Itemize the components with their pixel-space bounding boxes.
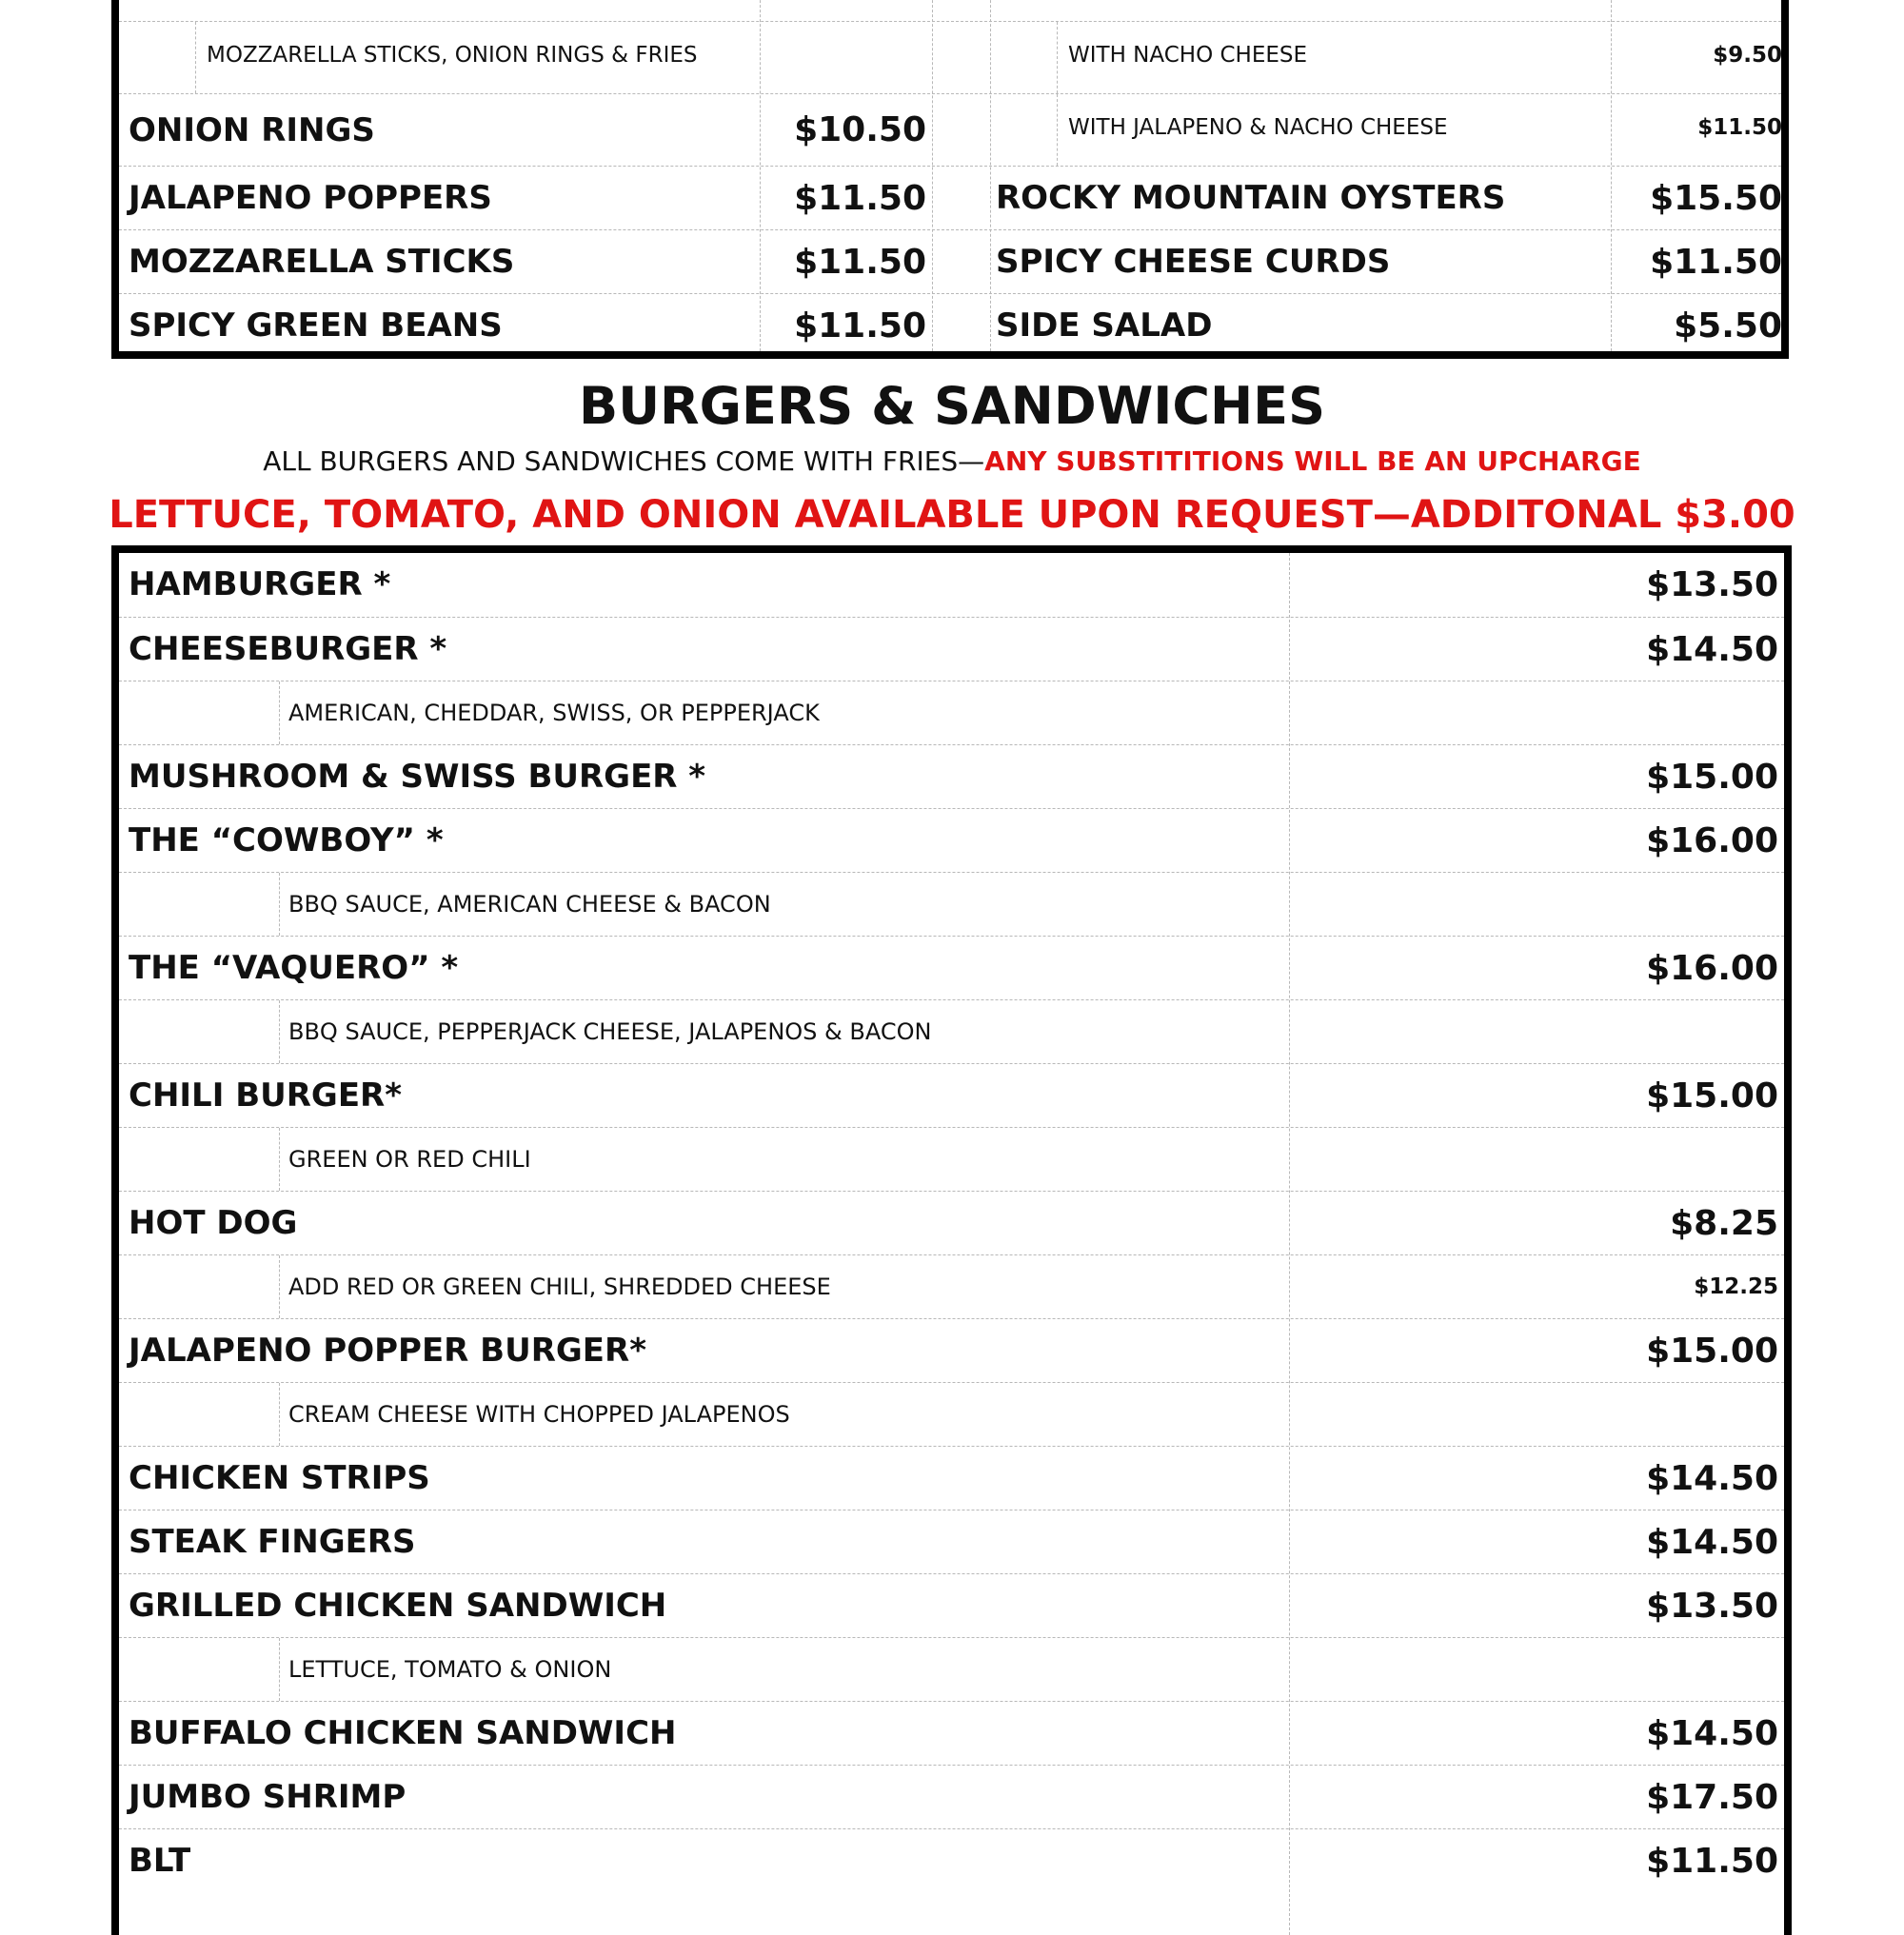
- item-price: $17.50: [1646, 1778, 1778, 1817]
- row-indent-divider: [195, 22, 196, 93]
- item-price: $16.00: [1646, 949, 1778, 988]
- item-description: GREEN OR RED CHILI: [288, 1146, 531, 1173]
- item-name: CHEESEBURGER *: [129, 630, 447, 668]
- section-note-warning: ANY SUBSTITITIONS WILL BE AN UPCHARGE: [984, 445, 1641, 477]
- item-description-row: [119, 1637, 1784, 1701]
- item-price: $11.50: [1646, 1842, 1778, 1881]
- item-name: THE “VAQUERO” *: [129, 949, 459, 987]
- table-row: [119, 617, 1784, 681]
- table-row: [119, 936, 1784, 999]
- item-description-row: [119, 681, 1784, 744]
- table-row: [119, 1446, 1784, 1510]
- table-row: [119, 166, 1781, 229]
- table-row: [119, 229, 1781, 293]
- item-description-row: [119, 1254, 1784, 1318]
- appetizer-menu-table: [111, 0, 1789, 359]
- item-description: CREAM CHEESE WITH CHOPPED JALAPENOS: [288, 1401, 790, 1428]
- row-indent-divider: [279, 1383, 280, 1446]
- item-price: $13.50: [1646, 565, 1778, 604]
- item-price: [1616, 0, 1782, 13]
- item-description: BBQ SAUCE, PEPPERJACK CHEESE, JALAPENOS & BACON: [288, 1018, 932, 1045]
- item-description-row: [119, 999, 1784, 1063]
- item-name: SPICY GREEN BEANS: [129, 306, 503, 345]
- item-description: ADD RED OR GREEN CHILI, SHREDDED CHEESE: [288, 1274, 831, 1300]
- item-price: $14.50: [1646, 1714, 1778, 1753]
- table-row: [119, 808, 1784, 872]
- row-indent-divider: [279, 1638, 280, 1701]
- table-row: [119, 1765, 1784, 1828]
- section-note: [0, 445, 1904, 477]
- row-indent-divider: [279, 1255, 280, 1318]
- table-row: [119, 1701, 1784, 1765]
- item-name: ONION RINGS: [129, 111, 375, 149]
- item-name: MOZZARELLA STICKS: [129, 243, 515, 281]
- item-name: BLT: [129, 1842, 191, 1880]
- item-name: GRILLED CHICKEN SANDWICH: [129, 1587, 667, 1625]
- item-price: $16.00: [1646, 821, 1778, 860]
- item-name: [129, 0, 434, 13]
- item-price: $8.25: [1670, 1204, 1778, 1243]
- row-indent-divider: [279, 1128, 280, 1191]
- item-price: $11.50: [1697, 115, 1782, 140]
- item-name: ROCKY MOUNTAIN OYSTERS: [996, 179, 1506, 217]
- section-note-text: ALL BURGERS AND SANDWICHES COME WITH FRIES—: [263, 445, 985, 477]
- item-description-row: [119, 1382, 1784, 1446]
- item-name: CHILI BURGER*: [129, 1076, 403, 1115]
- item-name: JUMBO SHRIMP: [129, 1778, 407, 1816]
- item-description-row: [119, 872, 1784, 936]
- section-request-note: LETTUCE, TOMATO, AND ONION AVAILABLE UPON REQUEST—ADDITONAL $3.00: [109, 493, 1795, 537]
- table-row: [119, 1063, 1784, 1127]
- table-row: [119, 1510, 1784, 1573]
- item-name: HAMBURGER *: [129, 565, 391, 603]
- item-price: $14.50: [1646, 630, 1778, 669]
- item-price: $11.50: [794, 243, 926, 282]
- item-price: $14.50: [1646, 1459, 1778, 1498]
- item-price: [766, 0, 926, 13]
- item-price: $14.50: [1646, 1523, 1778, 1562]
- item-name: JALAPENO POPPERS: [129, 179, 492, 217]
- item-description: WITH JALAPENO & NACHO CHEESE: [1068, 115, 1448, 140]
- item-name: MUSHROOM & SWISS BURGER *: [129, 758, 706, 796]
- row-indent-divider: [279, 1000, 280, 1063]
- table-row: [119, 21, 1781, 93]
- item-name: THE “COWBOY” *: [129, 821, 444, 859]
- item-description-row: [119, 1127, 1784, 1191]
- item-price: $15.00: [1646, 1332, 1778, 1371]
- item-price: $11.50: [1650, 243, 1782, 282]
- table-row: [119, 744, 1784, 808]
- item-name: CHICKEN STRIPS: [129, 1459, 430, 1497]
- burgers-menu-table: [111, 545, 1792, 1935]
- item-name: SPICY CHEESE CURDS: [996, 243, 1391, 281]
- item-price: $11.50: [794, 179, 926, 218]
- item-name: SIDE SALAD: [996, 306, 1213, 345]
- item-price: $15.00: [1646, 758, 1778, 797]
- item-price: $13.50: [1646, 1587, 1778, 1626]
- item-name: STEAK FINGERS: [129, 1523, 416, 1561]
- row-indent-divider: [279, 873, 280, 936]
- item-name: BUFFALO CHICKEN SANDWICH: [129, 1714, 677, 1752]
- item-price: $15.50: [1650, 179, 1782, 218]
- item-description: MOZZARELLA STICKS, ONION RINGS & FRIES: [207, 43, 698, 68]
- table-row: [119, 1573, 1784, 1637]
- item-price: $12.25: [1694, 1274, 1778, 1299]
- item-name: [996, 0, 1301, 13]
- item-price: $10.50: [794, 110, 926, 149]
- item-price: $15.00: [1646, 1076, 1778, 1116]
- item-price: $9.50: [1713, 43, 1782, 68]
- item-description: BBQ SAUCE, AMERICAN CHEESE & BACON: [288, 891, 771, 918]
- table-row: [119, 553, 1784, 617]
- item-name: JALAPENO POPPER BURGER*: [129, 1332, 646, 1370]
- table-row: [119, 0, 1781, 13]
- item-name: HOT DOG: [129, 1204, 298, 1242]
- table-row: [119, 1191, 1784, 1254]
- table-row: [119, 93, 1781, 166]
- item-description: WITH NACHO CHEESE: [1068, 43, 1308, 68]
- table-row: [119, 1318, 1784, 1382]
- table-row: [119, 1828, 1784, 1892]
- table-row: [119, 293, 1781, 357]
- section-title: BURGERS & SANDWICHES: [579, 376, 1325, 436]
- row-indent-divider: [1057, 22, 1058, 93]
- item-price: $11.50: [794, 306, 926, 346]
- row-indent-divider: [279, 681, 280, 744]
- item-price: $5.50: [1674, 306, 1782, 346]
- item-description: LETTUCE, TOMATO & ONION: [288, 1656, 612, 1683]
- row-indent-divider: [1057, 94, 1058, 166]
- item-description: AMERICAN, CHEDDAR, SWISS, OR PEPPERJACK: [288, 700, 820, 726]
